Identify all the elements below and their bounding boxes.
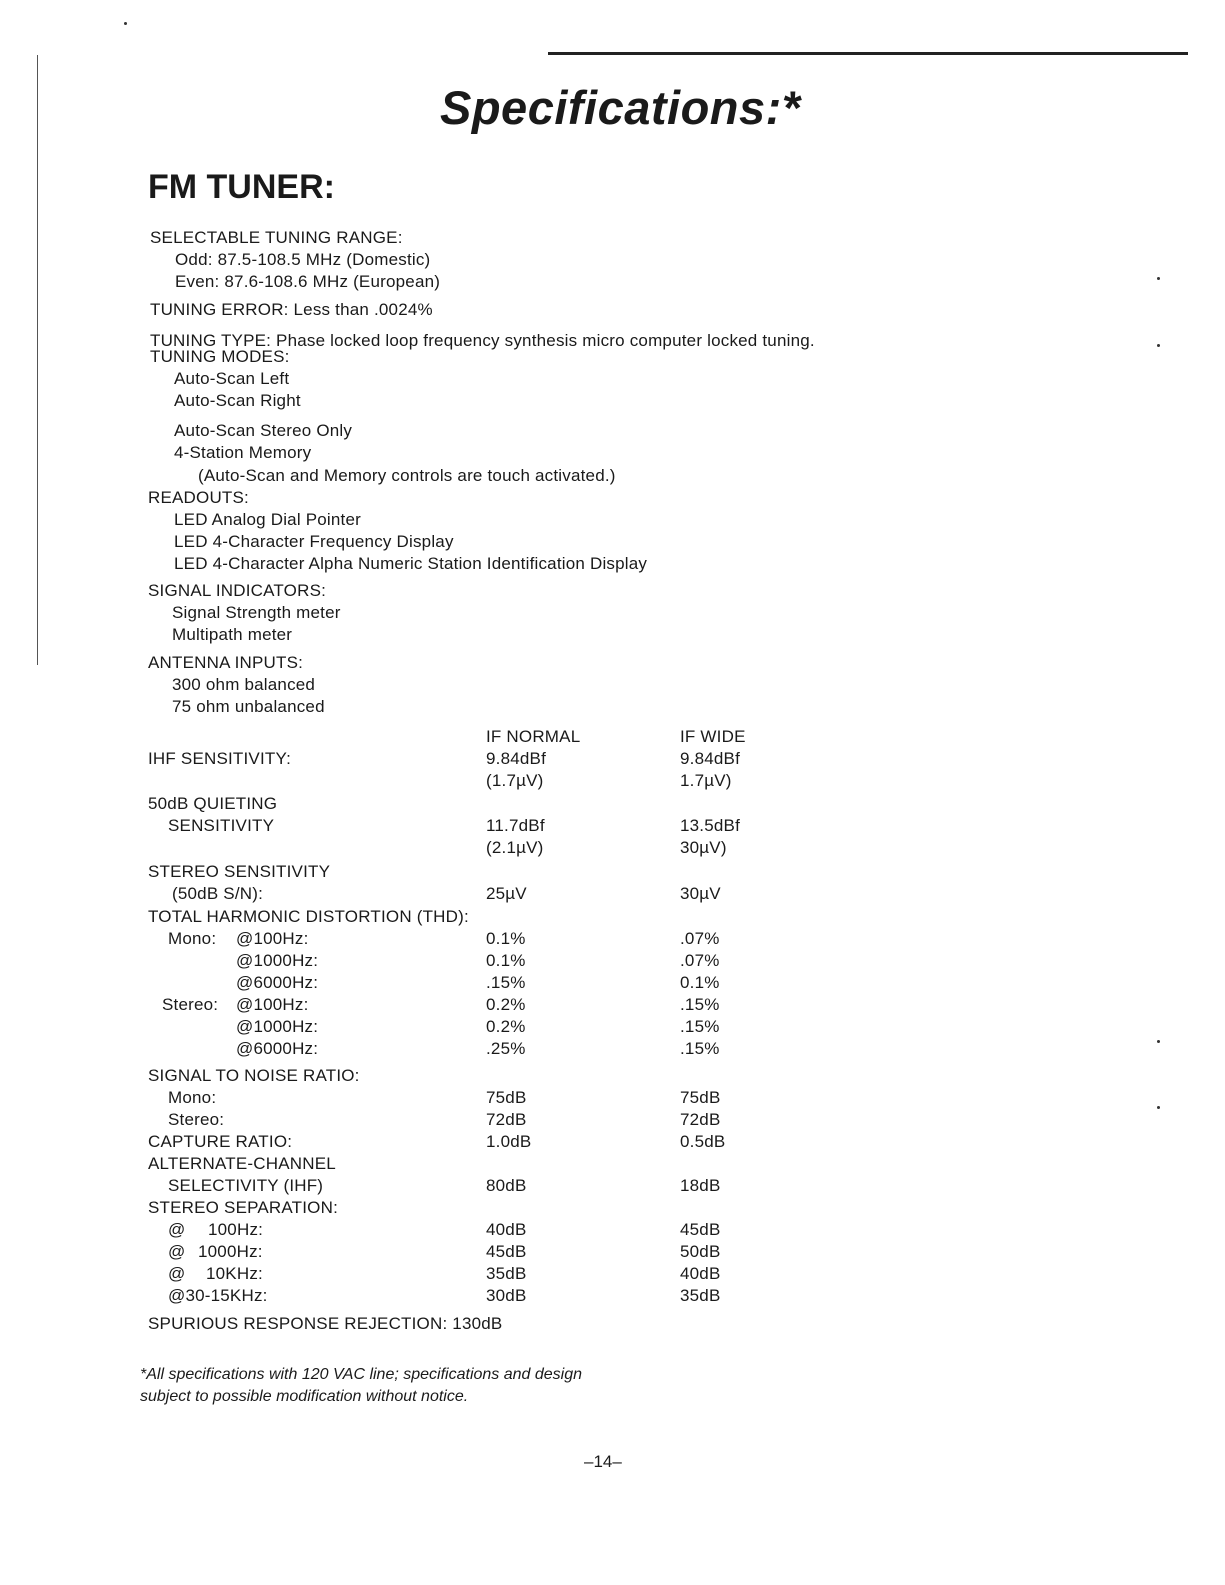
spec-line: 9.84dBf [486, 749, 547, 768]
spec-line: 18dB [680, 1176, 721, 1195]
spec-line: STEREO SENSITIVITY [148, 862, 331, 881]
spec-line: @ [168, 1242, 186, 1261]
spec-line: Stereo: [162, 995, 219, 1014]
spec-line: @6000Hz: [236, 973, 319, 992]
spec-line: 50dB [680, 1242, 721, 1261]
spec-line: 10KHz: [206, 1264, 263, 1283]
spec-line: 45dB [486, 1242, 527, 1261]
spec-line: 30µV) [680, 838, 727, 857]
spec-line: .25% [486, 1039, 526, 1058]
spec-line: STEREO SEPARATION: [148, 1198, 339, 1217]
spec-line: SENSITIVITY [168, 816, 275, 835]
spec-line: 72dB [486, 1110, 527, 1129]
spec-line: 45dB [680, 1220, 721, 1239]
spec-line: TUNING TYPE: Phase locked loop frequency synthesis micro computer locked tuning. [150, 331, 815, 350]
scan-speck [1157, 344, 1160, 347]
spec-line: @6000Hz: [236, 1039, 319, 1058]
section-heading: FM TUNER: [148, 168, 335, 206]
spec-line: TUNING MODES: [150, 347, 290, 366]
spec-line: @ [168, 1264, 186, 1283]
spec-line: ANTENNA INPUTS: [148, 653, 304, 672]
footnote-line-1: *All specifications with 120 VAC line; specifications and design [140, 1366, 583, 1383]
spec-line: SELECTIVITY (IHF) [168, 1176, 324, 1195]
spec-line: .15% [680, 1039, 720, 1058]
left-margin-line [37, 55, 38, 665]
spec-line: @1000Hz: [236, 1017, 319, 1036]
spec-line: LED 4-Character Frequency Display [174, 532, 454, 551]
spec-line: Auto-Scan Right [174, 391, 301, 410]
spec-line: Mono: [168, 929, 217, 948]
spec-line: 0.1% [486, 951, 526, 970]
spec-line: 50dB QUIETING [148, 794, 278, 813]
spec-line: 0.2% [486, 995, 526, 1014]
spec-line: TUNING ERROR: Less than .0024% [150, 300, 433, 319]
spec-line: SELECTABLE TUNING RANGE: [150, 228, 403, 247]
spec-line: 75 ohm unbalanced [172, 697, 325, 716]
spec-line: SPURIOUS RESPONSE REJECTION: 130dB [148, 1314, 503, 1333]
scan-speck [1157, 1040, 1160, 1043]
spec-line: 30µV [680, 884, 721, 903]
spec-line: (2.1µV) [486, 838, 544, 857]
spec-line: IHF SENSITIVITY: [148, 749, 292, 768]
spec-line: 0.1% [486, 929, 526, 948]
scan-speck [124, 22, 127, 25]
spec-line: TOTAL HARMONIC DISTORTION (THD): [148, 907, 469, 926]
page-number: –14– [584, 1452, 622, 1471]
spec-line: (Auto-Scan and Memory controls are touch activated.) [198, 466, 616, 485]
spec-line: SIGNAL INDICATORS: [148, 581, 327, 600]
spec-line: 300 ohm balanced [172, 675, 316, 694]
spec-line: 1.7µV) [680, 771, 732, 790]
spec-line: 0.1% [680, 973, 720, 992]
spec-line: 13.5dBf [680, 816, 741, 835]
spec-line: @ [168, 1220, 186, 1239]
spec-line: (50dB S/N): [172, 884, 264, 903]
spec-line: READOUTS: [148, 488, 249, 507]
scan-speck [1157, 277, 1160, 280]
page-title: Specifications:* [440, 81, 801, 134]
spec-line: 0.5dB [680, 1132, 726, 1151]
spec-line: 1.0dB [486, 1132, 532, 1151]
spec-line: 100Hz: [208, 1220, 264, 1239]
scan-speck [1157, 1106, 1160, 1109]
spec-line: ALTERNATE-CHANNEL [148, 1154, 336, 1173]
spec-line: 40dB [680, 1264, 721, 1283]
spec-line: Auto-Scan Left [174, 369, 290, 388]
top-rule [548, 52, 1188, 55]
spec-line: @100Hz: [236, 995, 309, 1014]
spec-line: IF NORMAL [486, 727, 581, 746]
spec-line: (1.7µV) [486, 771, 544, 790]
spec-line: LED 4-Character Alpha Numeric Station Identification Display [174, 554, 648, 573]
spec-line: 4-Station Memory [174, 443, 312, 462]
spec-line: SIGNAL TO NOISE RATIO: [148, 1066, 360, 1085]
spec-line: .07% [680, 929, 720, 948]
footnote-line-2: subject to possible modification without notice. [140, 1388, 469, 1405]
spec-line: 75dB [680, 1088, 721, 1107]
spec-line: @100Hz: [236, 929, 309, 948]
spec-line: .07% [680, 951, 720, 970]
spec-line: @1000Hz: [236, 951, 319, 970]
spec-line: Odd: 87.5-108.5 MHz (Domestic) [175, 250, 431, 269]
spec-line: Signal Strength meter [172, 603, 341, 622]
spec-line: Even: 87.6-108.6 MHz (European) [175, 272, 441, 291]
spec-line: .15% [680, 1017, 720, 1036]
spec-line: 40dB [486, 1220, 527, 1239]
spec-line: .15% [680, 995, 720, 1014]
spec-line: .15% [486, 973, 526, 992]
spec-line: IF WIDE [680, 727, 746, 746]
spec-line: CAPTURE RATIO: [148, 1132, 293, 1151]
spec-line: @30-15KHz: [168, 1286, 268, 1305]
spec-line: 75dB [486, 1088, 527, 1107]
spec-line: 9.84dBf [680, 749, 741, 768]
spec-line: Auto-Scan Stereo Only [174, 421, 353, 440]
spec-line: 35dB [680, 1286, 721, 1305]
spec-line: 11.7dBf [486, 816, 545, 835]
spec-line: 30dB [486, 1286, 527, 1305]
spec-line: 1000Hz: [198, 1242, 263, 1261]
spec-line: Stereo: [168, 1110, 225, 1129]
spec-line: 72dB [680, 1110, 721, 1129]
spec-line: 25µV [486, 884, 527, 903]
spec-line: 80dB [486, 1176, 527, 1195]
spec-line: Mono: [168, 1088, 217, 1107]
spec-line: 0.2% [486, 1017, 526, 1036]
spec-line: Multipath meter [172, 625, 293, 644]
spec-line: LED Analog Dial Pointer [174, 510, 361, 529]
spec-line: 35dB [486, 1264, 527, 1283]
